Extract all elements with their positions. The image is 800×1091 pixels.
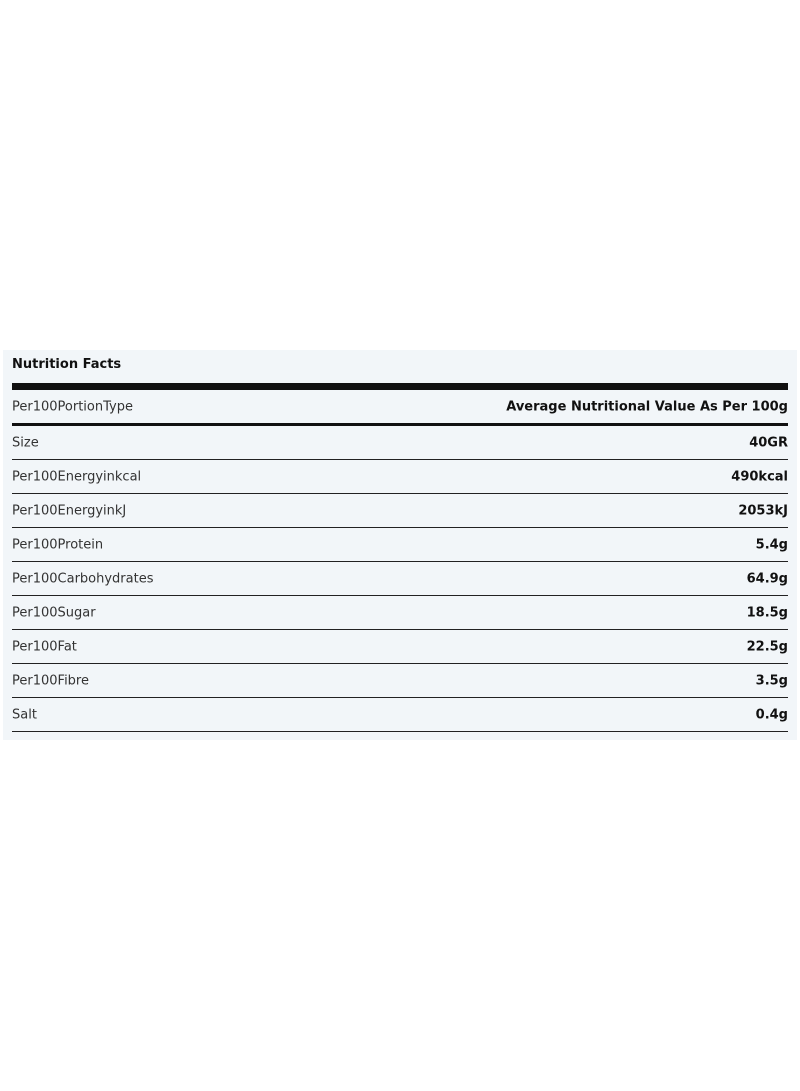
title-divider — [12, 383, 788, 390]
nutrition-table — [12, 390, 788, 732]
table-row — [12, 494, 788, 528]
table-row — [12, 562, 788, 596]
nutrient-value: 18.5g — [746, 605, 788, 620]
nutrient-value: 64.9g — [746, 571, 788, 586]
table-row — [12, 460, 788, 494]
portion-type-value: Average Nutritional Value As Per 100g — [506, 399, 788, 414]
table-row — [12, 664, 788, 698]
nutrient-label: Per100Protein — [12, 537, 104, 552]
nutrient-value: 40GR — [749, 435, 788, 450]
nutrient-label: Per100Fat — [12, 639, 77, 654]
nutrition-facts-title: Nutrition Facts — [12, 357, 122, 372]
nutrient-label: Salt — [12, 707, 37, 722]
nutrient-label: Per100Fibre — [12, 673, 89, 688]
nutrient-value: 22.5g — [746, 639, 788, 654]
table-row — [12, 630, 788, 664]
table-row — [12, 426, 788, 460]
table-row — [12, 596, 788, 630]
nutrient-value: 0.4g — [755, 707, 788, 722]
nutrient-label: Per100EnergyinkJ — [12, 503, 127, 518]
table-header-row — [12, 390, 788, 426]
table-row — [12, 698, 788, 732]
nutrient-value: 3.5g — [755, 673, 788, 688]
nutrient-value: 5.4g — [755, 537, 788, 552]
nutrient-label: Per100Carbohydrates — [12, 571, 154, 586]
nutrient-value: 2053kJ — [738, 503, 788, 518]
nutrient-label: Per100Energyinkcal — [12, 469, 142, 484]
portion-type-label: Per100PortionType — [12, 399, 133, 414]
nutrient-value: 490kcal — [731, 469, 788, 484]
table-row — [12, 528, 788, 562]
nutrition-facts-panel — [3, 350, 797, 740]
nutrient-label: Per100Sugar — [12, 605, 96, 620]
nutrient-label: Size — [12, 435, 39, 450]
